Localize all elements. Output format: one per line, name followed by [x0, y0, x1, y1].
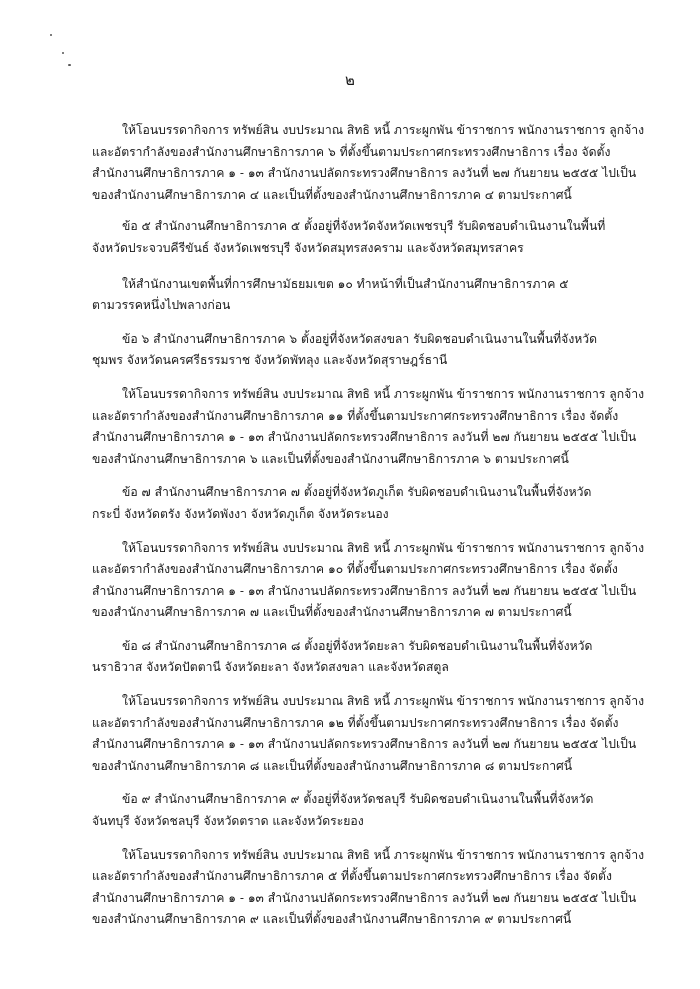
text-line: ข้อ ๗ สำนักงานศึกษาธิการภาค ๗ ตั้งอยู่ที่จังหวัดภูเก็ต รับผิดชอบดำเนินงานในพื้นที่จังหวัด [122, 485, 592, 500]
text-line: ข้อ ๖ สำนักงานศึกษาธิการภาค ๖ ตั้งอยู่ที่จังหวัดสงขลา รับผิดชอบดำเนินงานในพื้นที่จังหวัด [122, 331, 598, 346]
paragraph [92, 329, 640, 372]
text-line: ของสำนักงานศึกษาธิการภาค ๖ และเป็นที่ตั้งของสำนักงานศึกษาธิการภาค ๖ ตามประกาศนี้ [92, 451, 569, 466]
text-line: สำนักงานศึกษาธิการภาค ๑ - ๑๓ สำนักงานปลัดกระทรวงศึกษาธิการ ลงวันที่ ๒๗ กันยายน ๒๕๕๕ ไปเป็น [92, 583, 637, 598]
text-line: และอัตรากำลังของสำนักงานศึกษาธิการภาค ๑๑ ที่ตั้งขึ้นตามประกาศกระทรวงศึกษาธิการ เรื่อง จัดตั้ง [92, 408, 619, 423]
text-line: และอัตรากำลังของสำนักงานศึกษาธิการภาค ๖ ที่ตั้งขึ้นตามประกาศกระทรวงศึกษาธิการ เรื่อง จัดตั้ง [92, 144, 611, 159]
text-line: ให้โอนบรรดากิจการ ทรัพย์สิน งบประมาณ สิทธิ หนี้ ภาระผูกพัน ข้าราชการ พนักงานราชการ ลูกจ้าง [122, 386, 645, 401]
text-line: ข้อ ๙ สำนักงานศึกษาธิการภาค ๙ ตั้งอยู่ที่จังหวัดชลบุรี รับผิดชอบดำเนินงานในพื้นที่จังหวัด [122, 792, 594, 807]
text-line: สำนักงานศึกษาธิการภาค ๑ - ๑๓ สำนักงานปลัดกระทรวงศึกษาธิการ ลงวันที่ ๒๗ กันยายน ๒๕๕๕ ไปเป็น [92, 737, 637, 752]
text-line: ให้โอนบรรดากิจการ ทรัพย์สิน งบประมาณ สิทธิ หนี้ ภาระผูกพัน ข้าราชการ พนักงานราชการ ลูกจ้าง [122, 847, 645, 862]
text-line: ของสำนักงานศึกษาธิการภาค ๘ และเป็นที่ตั้งของสำนักงานศึกษาธิการภาค ๘ ตามประกาศนี้ [92, 758, 573, 773]
text-line: และอัตรากำลังของสำนักงานศึกษาธิการภาค ๑๒ ที่ตั้งขึ้นตามประกาศกระทรวงศึกษาธิการ เรื่อง จัดตั้ง [92, 715, 619, 730]
text-line: ให้โอนบรรดากิจการ ทรัพย์สิน งบประมาณ สิทธิ หนี้ ภาระผูกพัน ข้าราชการ พนักงานราชการ ลูกจ้าง [122, 694, 645, 709]
text-line: และอัตรากำลังของสำนักงานศึกษาธิการภาค ๑๐ ที่ตั้งขึ้นตามประกาศกระทรวงศึกษาธิการ เรื่อง จัดตั้ง [92, 562, 618, 577]
paragraph [92, 384, 645, 470]
text-line: และอัตรากำลังของสำนักงานศึกษาธิการภาค ๕ ที่ตั้งขึ้นตามประกาศกระทรวงศึกษาธิการ เรื่อง จัดตั้ง [92, 869, 612, 884]
text-line: จันทบุรี จังหวัดชลบุรี จังหวัดตราด และจังหวัดระยอง [92, 814, 364, 829]
paragraph [92, 789, 640, 832]
text-line: สำนักงานศึกษาธิการภาค ๑ - ๑๓ สำนักงานปลัดกระทรวงศึกษาธิการ ลงวันที่ ๒๗ กันยายน ๒๕๕๕ ไปเป็น [92, 430, 637, 445]
text-line: ตามวรรคหนึ่งไปพลางก่อน [92, 298, 231, 313]
text-line: ข้อ ๘ สำนักงานศึกษาธิการภาค ๘ ตั้งอยู่ที่จังหวัดยะลา รับผิดชอบดำเนินงานในพื้นที่จังหวัด [122, 638, 593, 653]
paragraph [92, 482, 640, 525]
text-line: ให้โอนบรรดากิจการ ทรัพย์สิน งบประมาณ สิทธิ หนี้ ภาระผูกพัน ข้าราชการ พนักงานราชการ ลูกจ้าง [122, 123, 645, 137]
text-line: ของสำนักงานศึกษาธิการภาค ๗ และเป็นที่ตั้งของสำนักงานศึกษาธิการภาค ๗ ตามประกาศนี้ [92, 605, 572, 620]
text-line: ข้อ ๕ สำนักงานศึกษาธิการภาค ๕ ตั้งอยู่ที่จังหวัดจังหวัดเพชรบุรี รับผิดชอบดำเนินงานในพื้นที่ [122, 219, 606, 234]
text-line: ให้โอนบรรดากิจการ ทรัพย์สิน งบประมาณ สิทธิ หนี้ ภาระผูกพัน ข้าราชการ พนักงานราชการ ลูกจ้าง [122, 540, 645, 555]
paragraph [92, 120, 645, 206]
page-number: ๒ [345, 71, 355, 89]
text-line: กระบี่ จังหวัดตรัง จังหวัดพังงา จังหวัดภูเก็ต จังหวัดระนอง [92, 506, 389, 521]
paragraph [92, 274, 640, 317]
text-line: สำนักงานศึกษาธิการภาค ๑ - ๑๓ สำนักงานปลัดกระทรวงศึกษาธิการ ลงวันที่ ๒๗ กันยายน ๒๕๕๕ ไปเป็น [92, 166, 637, 181]
text-line: นราธิวาส จังหวัดปัตตานี จังหวัดยะลา จังหวัดสงขลา และจังหวัดสตูล [92, 660, 449, 675]
paragraph [92, 691, 645, 777]
paragraph [92, 636, 640, 679]
document-body [92, 120, 645, 941]
text-line: ให้สำนักงานเขตพื้นที่การศึกษามัธยมเขต ๑๐ ทำหน้าที่เป็นสำนักงานศึกษาธิการภาค ๕ [122, 276, 569, 291]
text-line: ของสำนักงานศึกษาธิการภาค ๔ และเป็นที่ตั้งของสำนักงานศึกษาธิการภาค ๔ ตามประกาศนี้ [92, 187, 572, 202]
text-line: ของสำนักงานศึกษาธิการภาค ๙ และเป็นที่ตั้งของสำนักงานศึกษาธิการภาค ๙ ตามประกาศนี้ [92, 912, 572, 927]
paragraph [92, 216, 640, 259]
paragraph [92, 538, 645, 624]
paragraph [92, 845, 645, 931]
text-line: จังหวัดประจวบคีรีขันธ์ จังหวัดเพชรบุรี จังหวัดสมุทรสงคราม และจังหวัดสมุทรสาคร [92, 240, 524, 255]
text-line: ชุมพร จังหวัดนครศรีธรรมราช จังหวัดพัทลุง และจังหวัดสุราษฎร์ธานี [92, 353, 448, 368]
text-line: สำนักงานศึกษาธิการภาค ๑ - ๑๓ สำนักงานปลัดกระทรวงศึกษาธิการ ลงวันที่ ๒๗ กันยายน ๒๕๕๕ ไปเป็น [92, 890, 637, 905]
